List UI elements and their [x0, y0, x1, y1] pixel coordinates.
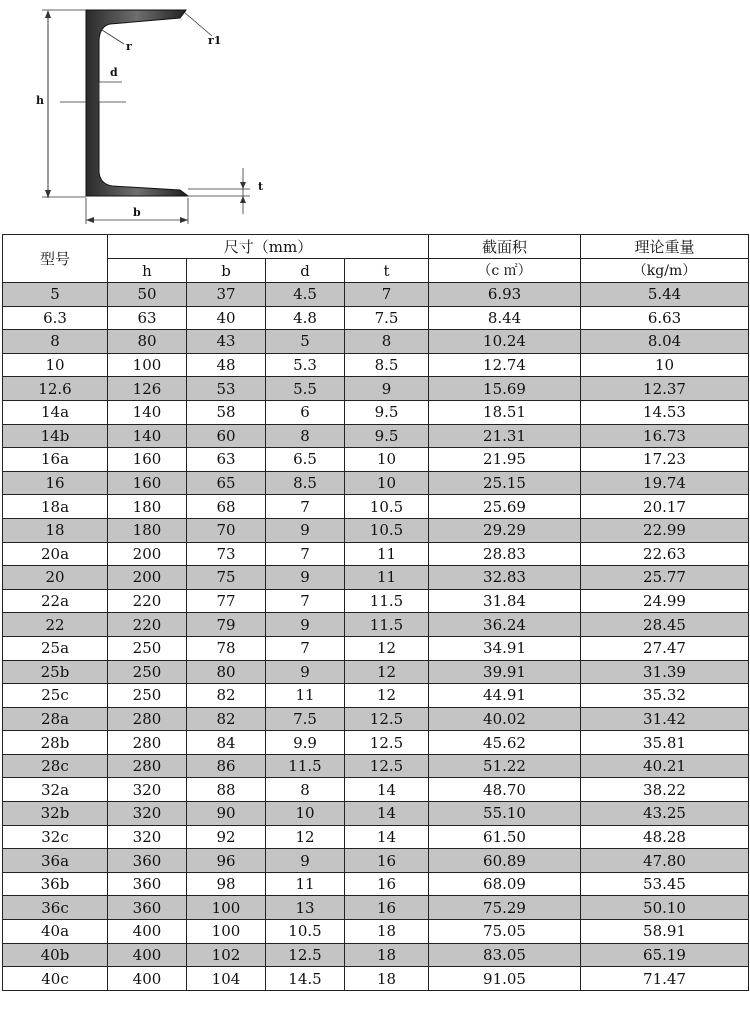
cell-t: 12.5 — [345, 731, 429, 755]
cell-model: 22a — [3, 589, 108, 613]
channel-section-diagram — [0, 0, 300, 232]
cell-h: 200 — [108, 566, 187, 590]
cell-model: 16 — [3, 471, 108, 495]
cell-area: 21.31 — [429, 424, 581, 448]
cell-weight: 24.99 — [581, 589, 749, 613]
cell-b: 60 — [187, 424, 266, 448]
cell-t: 12.5 — [345, 707, 429, 731]
cell-h: 280 — [108, 707, 187, 731]
cell-t: 9.5 — [345, 424, 429, 448]
cell-t: 14 — [345, 802, 429, 826]
cell-weight: 38.22 — [581, 778, 749, 802]
cell-area: 6.93 — [429, 283, 581, 307]
table-row — [3, 495, 749, 519]
cell-d: 11.5 — [266, 754, 345, 778]
cell-area: 12.74 — [429, 353, 581, 377]
cell-area: 48.70 — [429, 778, 581, 802]
cell-t: 14 — [345, 825, 429, 849]
table-row — [3, 400, 749, 424]
cell-model: 25c — [3, 684, 108, 708]
cell-h: 140 — [108, 400, 187, 424]
cell-b: 82 — [187, 707, 266, 731]
cell-model: 14b — [3, 424, 108, 448]
cell-b: 53 — [187, 377, 266, 401]
cell-h: 360 — [108, 896, 187, 920]
cell-h: 180 — [108, 518, 187, 542]
cell-b: 43 — [187, 330, 266, 354]
cell-d: 6.5 — [266, 448, 345, 472]
cell-model: 40c — [3, 967, 108, 991]
cell-t: 11 — [345, 566, 429, 590]
d-label: d — [110, 66, 118, 79]
cell-model: 20 — [3, 566, 108, 590]
cell-model: 36c — [3, 896, 108, 920]
t-label: t — [258, 180, 264, 193]
table-body — [3, 283, 749, 991]
cell-t: 11.5 — [345, 589, 429, 613]
cell-t: 10.5 — [345, 495, 429, 519]
cell-weight: 12.37 — [581, 377, 749, 401]
cell-h: 320 — [108, 825, 187, 849]
table-row — [3, 707, 749, 731]
cell-model: 40a — [3, 920, 108, 944]
cell-t: 8.5 — [345, 353, 429, 377]
cell-h: 320 — [108, 802, 187, 826]
cell-d: 7 — [266, 542, 345, 566]
cell-weight: 22.63 — [581, 542, 749, 566]
cell-d: 12.5 — [266, 943, 345, 967]
table-row — [3, 589, 749, 613]
cell-b: 88 — [187, 778, 266, 802]
table-row — [3, 872, 749, 896]
cell-b: 104 — [187, 967, 266, 991]
cell-b: 68 — [187, 495, 266, 519]
cell-area: 28.83 — [429, 542, 581, 566]
cell-d: 7 — [266, 589, 345, 613]
cell-h: 400 — [108, 920, 187, 944]
cell-d: 4.5 — [266, 283, 345, 307]
cell-area: 61.50 — [429, 825, 581, 849]
cell-t: 18 — [345, 920, 429, 944]
cell-h: 126 — [108, 377, 187, 401]
cell-b: 90 — [187, 802, 266, 826]
h-label: h — [36, 94, 44, 107]
cell-model: 18 — [3, 518, 108, 542]
cell-d: 7 — [266, 495, 345, 519]
cell-t: 16 — [345, 849, 429, 873]
b-label: b — [133, 206, 141, 219]
cell-t: 12 — [345, 660, 429, 684]
cell-area: 83.05 — [429, 943, 581, 967]
cell-h: 160 — [108, 448, 187, 472]
cell-weight: 40.21 — [581, 754, 749, 778]
table-row — [3, 448, 749, 472]
cell-area: 15.69 — [429, 377, 581, 401]
table-row — [3, 471, 749, 495]
cell-b: 92 — [187, 825, 266, 849]
cell-area: 18.51 — [429, 400, 581, 424]
cell-d: 9 — [266, 613, 345, 637]
table-row — [3, 802, 749, 826]
cell-d: 9 — [266, 849, 345, 873]
cell-model: 28b — [3, 731, 108, 755]
r-label: r — [126, 40, 132, 53]
cell-h: 280 — [108, 731, 187, 755]
cell-b: 77 — [187, 589, 266, 613]
cell-weight: 43.25 — [581, 802, 749, 826]
cell-d: 5 — [266, 330, 345, 354]
cell-weight: 10 — [581, 353, 749, 377]
cell-weight: 47.80 — [581, 849, 749, 873]
table-row — [3, 636, 749, 660]
cell-h: 200 — [108, 542, 187, 566]
cell-h: 160 — [108, 471, 187, 495]
table-row — [3, 283, 749, 307]
cell-t: 11 — [345, 542, 429, 566]
table-row — [3, 967, 749, 991]
cell-d: 14.5 — [266, 967, 345, 991]
cell-h: 100 — [108, 353, 187, 377]
cell-h: 250 — [108, 660, 187, 684]
cell-b: 82 — [187, 684, 266, 708]
cell-weight: 8.04 — [581, 330, 749, 354]
cell-area: 29.29 — [429, 518, 581, 542]
cell-b: 80 — [187, 660, 266, 684]
cell-t: 10.5 — [345, 518, 429, 542]
cell-area: 91.05 — [429, 967, 581, 991]
cell-weight: 35.81 — [581, 731, 749, 755]
cell-weight: 58.91 — [581, 920, 749, 944]
cell-d: 13 — [266, 896, 345, 920]
cell-weight: 31.39 — [581, 660, 749, 684]
cell-area: 25.15 — [429, 471, 581, 495]
table-row — [3, 566, 749, 590]
cell-b: 100 — [187, 896, 266, 920]
cell-weight: 17.23 — [581, 448, 749, 472]
table-row — [3, 542, 749, 566]
cell-area: 10.24 — [429, 330, 581, 354]
cell-area: 34.91 — [429, 636, 581, 660]
cell-weight: 48.28 — [581, 825, 749, 849]
table-row — [3, 943, 749, 967]
cell-b: 78 — [187, 636, 266, 660]
cell-d: 5.5 — [266, 377, 345, 401]
cell-t: 16 — [345, 872, 429, 896]
header-dimensions: 尺寸（mm） — [108, 235, 429, 259]
cell-weight: 14.53 — [581, 400, 749, 424]
cell-h: 280 — [108, 754, 187, 778]
cell-t: 12 — [345, 636, 429, 660]
cell-b: 84 — [187, 731, 266, 755]
table-row — [3, 825, 749, 849]
cell-area: 25.69 — [429, 495, 581, 519]
cell-model: 8 — [3, 330, 108, 354]
cell-model: 6.3 — [3, 306, 108, 330]
cell-weight: 50.10 — [581, 896, 749, 920]
cell-d: 5.3 — [266, 353, 345, 377]
cell-weight: 53.45 — [581, 872, 749, 896]
table-row — [3, 613, 749, 637]
cell-model: 36a — [3, 849, 108, 873]
cell-weight: 25.77 — [581, 566, 749, 590]
header-area: 截面积 — [429, 235, 581, 259]
cell-h: 250 — [108, 636, 187, 660]
cell-weight: 71.47 — [581, 967, 749, 991]
table-row — [3, 330, 749, 354]
cell-t: 10 — [345, 448, 429, 472]
cell-h: 360 — [108, 872, 187, 896]
cell-area: 55.10 — [429, 802, 581, 826]
cell-model: 14a — [3, 400, 108, 424]
cell-model: 36b — [3, 872, 108, 896]
cell-d: 9 — [266, 660, 345, 684]
cell-d: 10.5 — [266, 920, 345, 944]
cell-b: 75 — [187, 566, 266, 590]
cell-weight: 27.47 — [581, 636, 749, 660]
cell-d: 7.5 — [266, 707, 345, 731]
cell-b: 100 — [187, 920, 266, 944]
cell-b: 79 — [187, 613, 266, 637]
table-row — [3, 849, 749, 873]
cell-t: 10 — [345, 471, 429, 495]
cell-t: 8 — [345, 330, 429, 354]
cell-h: 220 — [108, 613, 187, 637]
cell-b: 96 — [187, 849, 266, 873]
cell-model: 25b — [3, 660, 108, 684]
cell-model: 18a — [3, 495, 108, 519]
cell-d: 9 — [266, 518, 345, 542]
cell-area: 75.29 — [429, 896, 581, 920]
table-row — [3, 424, 749, 448]
cell-t: 12 — [345, 684, 429, 708]
table-row — [3, 778, 749, 802]
header-b: b — [187, 259, 266, 283]
cell-d: 9 — [266, 566, 345, 590]
cell-model: 40b — [3, 943, 108, 967]
cell-weight: 65.19 — [581, 943, 749, 967]
cell-weight: 35.32 — [581, 684, 749, 708]
cell-t: 7.5 — [345, 306, 429, 330]
cell-area: 68.09 — [429, 872, 581, 896]
cell-t: 18 — [345, 943, 429, 967]
cell-d: 11 — [266, 872, 345, 896]
cell-model: 5 — [3, 283, 108, 307]
cell-b: 58 — [187, 400, 266, 424]
cell-h: 50 — [108, 283, 187, 307]
cell-h: 250 — [108, 684, 187, 708]
cell-t: 18 — [345, 967, 429, 991]
cell-weight: 28.45 — [581, 613, 749, 637]
cell-weight: 19.74 — [581, 471, 749, 495]
r1-label: r1 — [208, 34, 222, 47]
cell-t: 11.5 — [345, 613, 429, 637]
cell-b: 37 — [187, 283, 266, 307]
cell-area: 32.83 — [429, 566, 581, 590]
table-row — [3, 920, 749, 944]
cell-h: 360 — [108, 849, 187, 873]
cell-area: 8.44 — [429, 306, 581, 330]
cell-d: 8 — [266, 424, 345, 448]
header-h: h — [108, 259, 187, 283]
table-row — [3, 306, 749, 330]
cell-weight: 16.73 — [581, 424, 749, 448]
header-t: t — [345, 259, 429, 283]
table-row — [3, 684, 749, 708]
cell-model: 20a — [3, 542, 108, 566]
cell-h: 400 — [108, 967, 187, 991]
cell-d: 7 — [266, 636, 345, 660]
cell-t: 14 — [345, 778, 429, 802]
cell-model: 16a — [3, 448, 108, 472]
cell-t: 7 — [345, 283, 429, 307]
header-area-unit: （c ㎡） — [429, 259, 581, 283]
cell-area: 40.02 — [429, 707, 581, 731]
cell-weight: 31.42 — [581, 707, 749, 731]
header-model: 型号 — [3, 235, 108, 283]
cell-d: 10 — [266, 802, 345, 826]
cell-model: 25a — [3, 636, 108, 660]
cell-weight: 22.99 — [581, 518, 749, 542]
cell-t: 9 — [345, 377, 429, 401]
channel-profile — [86, 10, 188, 196]
cell-h: 220 — [108, 589, 187, 613]
table-row — [3, 731, 749, 755]
cell-t: 12.5 — [345, 754, 429, 778]
cell-t: 9.5 — [345, 400, 429, 424]
cell-t: 16 — [345, 896, 429, 920]
cell-h: 80 — [108, 330, 187, 354]
cell-model: 32a — [3, 778, 108, 802]
cell-b: 65 — [187, 471, 266, 495]
cell-weight: 6.63 — [581, 306, 749, 330]
cell-weight: 5.44 — [581, 283, 749, 307]
cell-model: 28a — [3, 707, 108, 731]
cell-h: 180 — [108, 495, 187, 519]
cell-area: 36.24 — [429, 613, 581, 637]
cell-b: 102 — [187, 943, 266, 967]
cell-area: 44.91 — [429, 684, 581, 708]
cell-b: 40 — [187, 306, 266, 330]
cell-d: 11 — [266, 684, 345, 708]
cell-b: 48 — [187, 353, 266, 377]
cell-area: 31.84 — [429, 589, 581, 613]
table-row — [3, 518, 749, 542]
cell-b: 70 — [187, 518, 266, 542]
table-row — [3, 377, 749, 401]
cell-d: 4.8 — [266, 306, 345, 330]
cell-model: 32c — [3, 825, 108, 849]
cell-model: 12.6 — [3, 377, 108, 401]
channel-steel-spec-table — [2, 234, 749, 991]
table-row — [3, 660, 749, 684]
table-row — [3, 896, 749, 920]
cell-area: 75.05 — [429, 920, 581, 944]
cell-h: 140 — [108, 424, 187, 448]
cell-h: 400 — [108, 943, 187, 967]
cell-d: 8.5 — [266, 471, 345, 495]
header-weight-unit: （kg/m） — [581, 259, 749, 283]
table-row — [3, 353, 749, 377]
cell-b: 98 — [187, 872, 266, 896]
cell-area: 21.95 — [429, 448, 581, 472]
cell-b: 63 — [187, 448, 266, 472]
cell-d: 8 — [266, 778, 345, 802]
cell-d: 12 — [266, 825, 345, 849]
cell-model: 32b — [3, 802, 108, 826]
cell-area: 45.62 — [429, 731, 581, 755]
cell-h: 320 — [108, 778, 187, 802]
cell-area: 51.22 — [429, 754, 581, 778]
cell-d: 9.9 — [266, 731, 345, 755]
cell-model: 10 — [3, 353, 108, 377]
cell-model: 28c — [3, 754, 108, 778]
header-d: d — [266, 259, 345, 283]
cell-b: 86 — [187, 754, 266, 778]
cell-h: 63 — [108, 306, 187, 330]
table-row — [3, 754, 749, 778]
cell-model: 22 — [3, 613, 108, 637]
cell-area: 60.89 — [429, 849, 581, 873]
header-weight: 理论重量 — [581, 235, 749, 259]
cell-area: 39.91 — [429, 660, 581, 684]
cell-b: 73 — [187, 542, 266, 566]
cell-d: 6 — [266, 400, 345, 424]
cell-weight: 20.17 — [581, 495, 749, 519]
